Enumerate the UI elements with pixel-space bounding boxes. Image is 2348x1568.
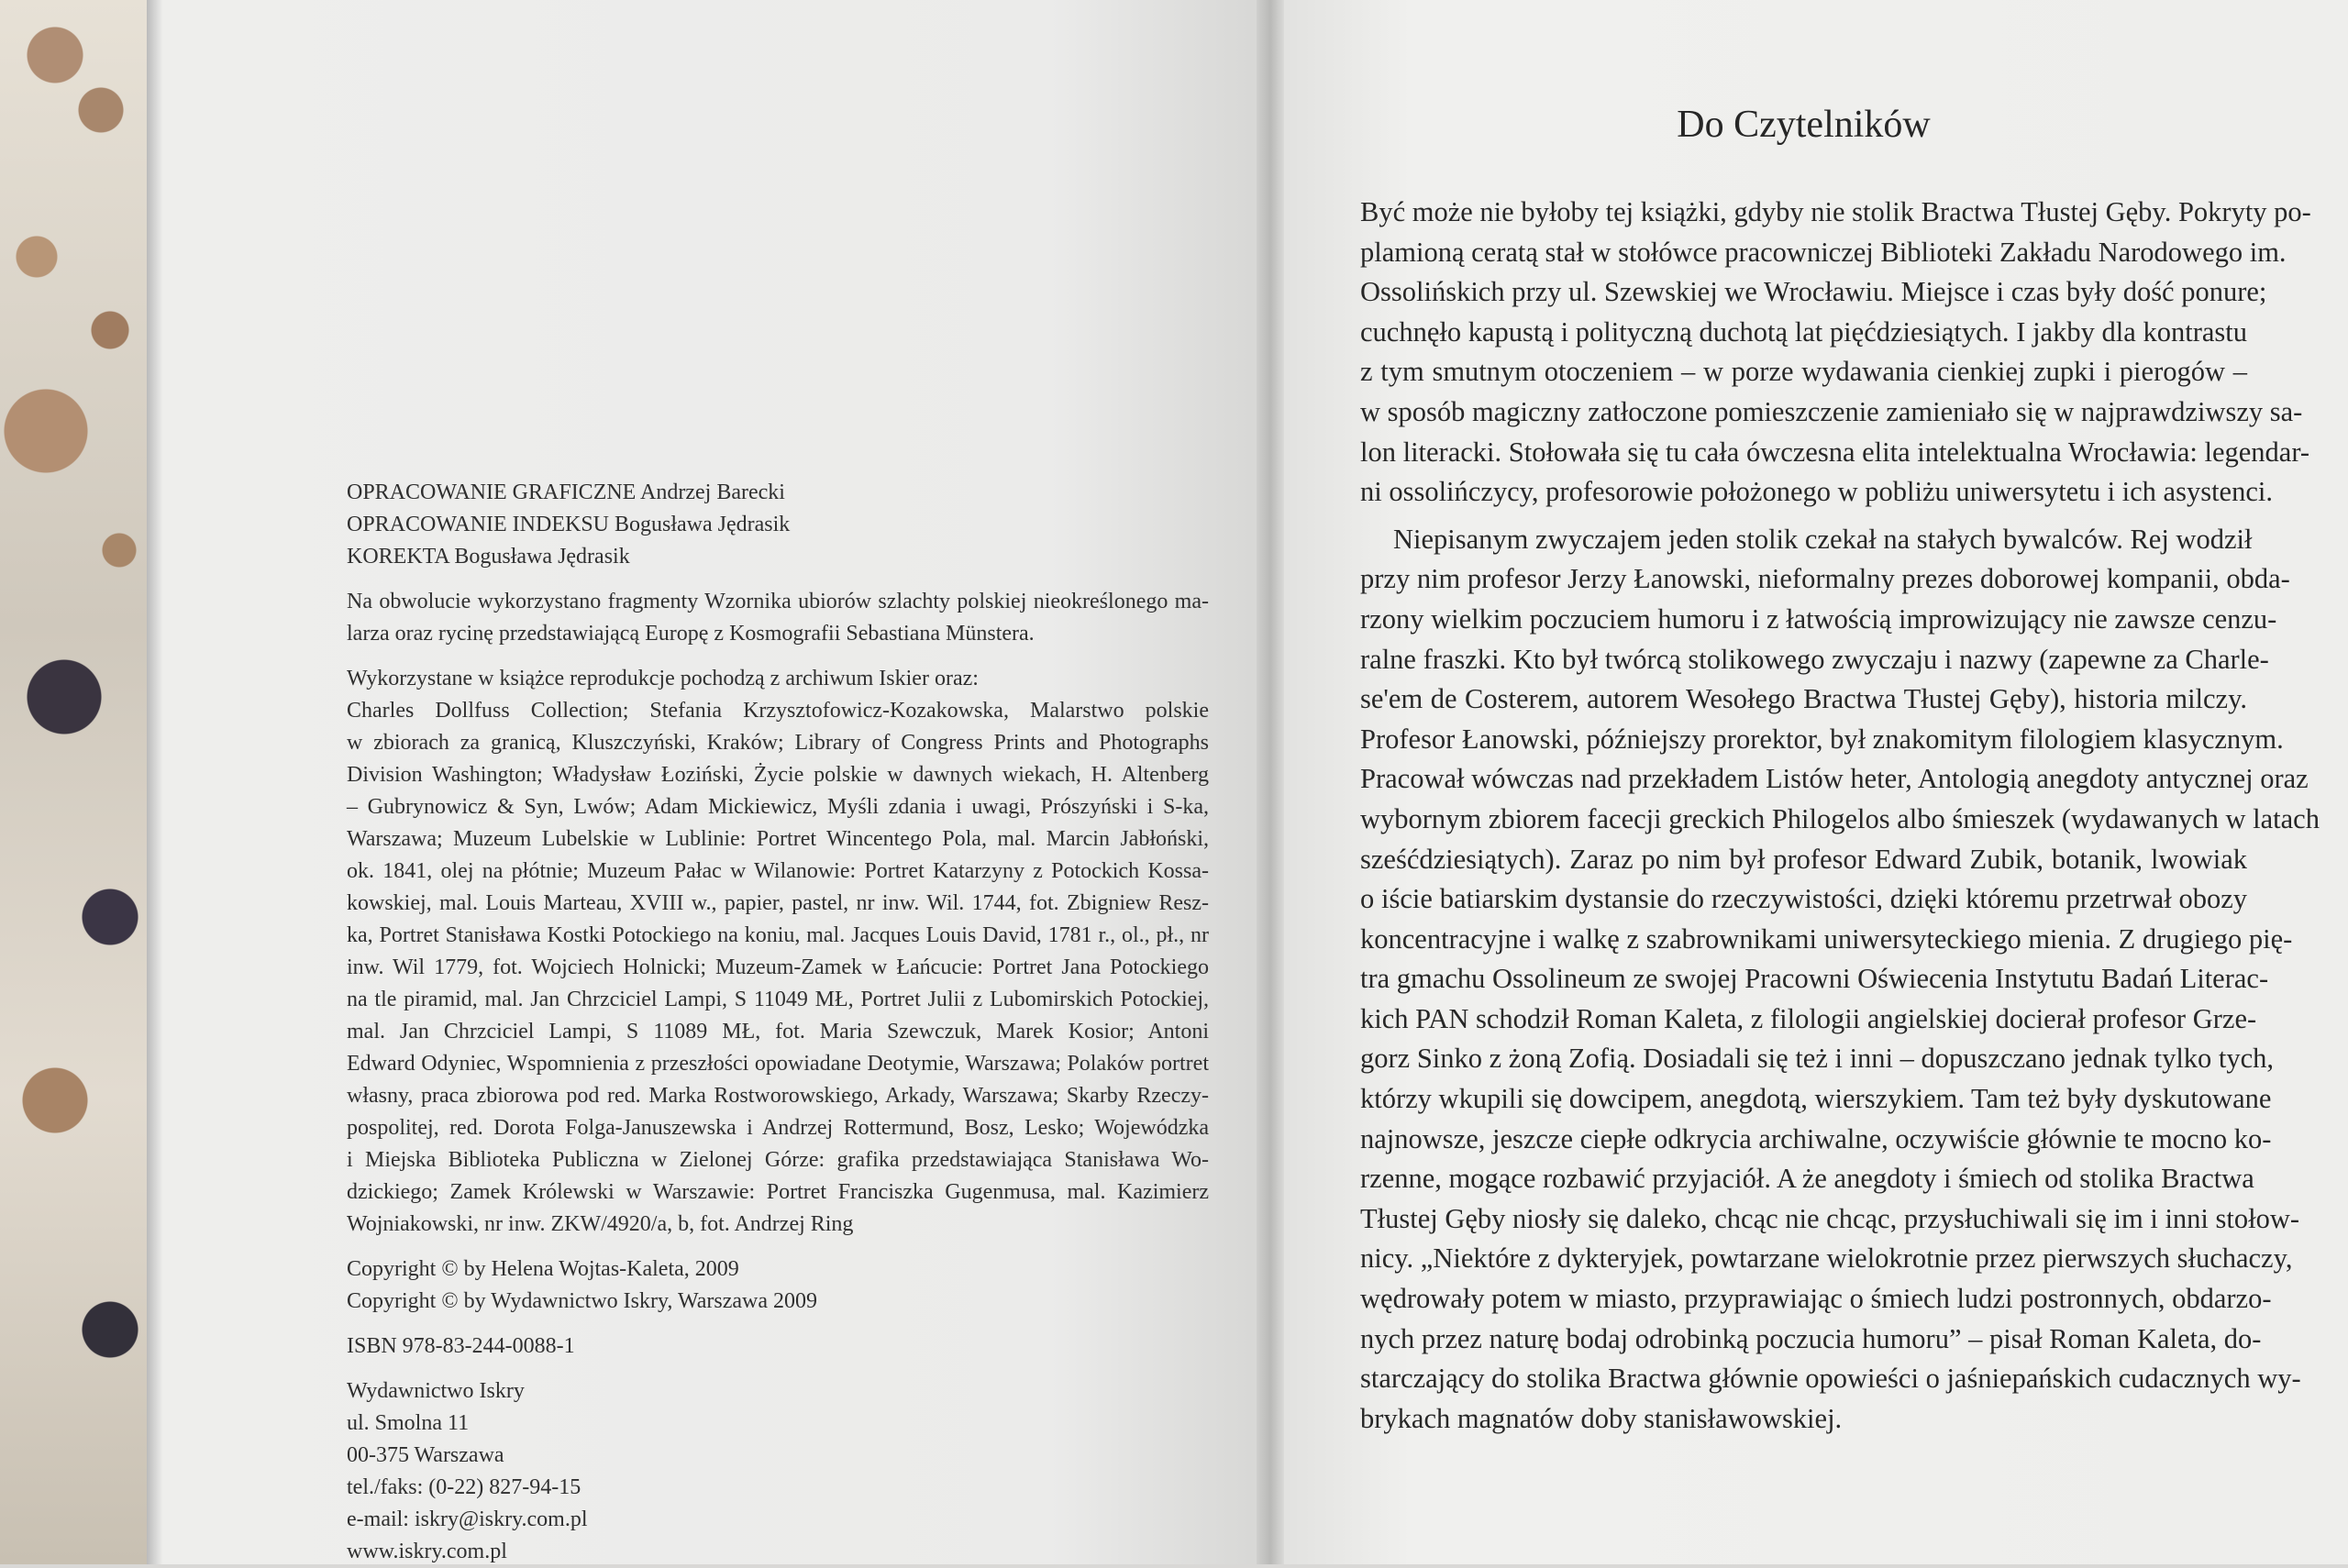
credit-line: OPRACOWANIE GRAFICZNE Andrzej Barecki xyxy=(347,480,785,504)
paragraph-line: brykach magnatów doby stanisławowskiej. xyxy=(1360,1402,1843,1434)
reproduction-credit-line: i Miejska Biblioteka Publiczna w Zielonej Górze: grafika przedstawiająca Stanisława Wo- xyxy=(347,1148,1209,1172)
publisher-line: ul. Smolna 11 xyxy=(347,1411,470,1435)
marbled-endpaper xyxy=(0,0,161,1564)
paragraph-line: nicy. „Niektóre z dykteryjek, powtarzane wielokrotnie przez pierwszych słuchaczy, xyxy=(1360,1242,2293,1275)
reproduction-credit-line: ka, Portret Stanisława Kostki Potockiego na koniu, mal. Jacques Louis David, 1781 r., ol., pł., nr xyxy=(347,923,1209,947)
publisher-line: 00-375 Warszawa xyxy=(347,1443,504,1467)
book-gutter xyxy=(1257,0,1284,1564)
paragraph-line: najnowsze, jeszcze ciepłe odkrycia archiwalne, oczywiście głównie te mocno ko- xyxy=(1360,1122,2272,1154)
paragraph-line: Niepisanym zwyczajem jeden stolik czekał na stałych bywalców. Rej wodził xyxy=(1393,523,2253,555)
cover-note-line: larza oraz rycinę przedstawiającą Europę z Kosmografii Sebastiana Münstera. xyxy=(347,622,1035,646)
paragraph-line: cuchnęło kapustą i polityczną duchotą lat pięćdziesiątych. I jakby dla kontrastu xyxy=(1360,315,2247,348)
paragraph-line: Ossolińskich przy ul. Szewskiej we Wrocławiu. Miejsce i czas były dość ponure; xyxy=(1360,276,2267,308)
paragraph-line: sześćdziesiątych). Zaraz po nim był profesor Edward Zubik, botanik, lwowiak xyxy=(1360,843,2247,875)
imprint-text xyxy=(347,477,1209,1568)
copyright-line: Copyright © by Wydawnictwo Iskry, Warszawa 2009 xyxy=(347,1289,817,1313)
paragraph-line: koncentracyjne i walkę z szabrownikami uniwersyteckiego mienia. Z drugiego pię- xyxy=(1360,922,2293,955)
reproduction-credit-line: Wykorzystane w książce reprodukcje pochodzą z archiwum Iskier oraz: xyxy=(347,667,979,690)
reproduction-credit-line: Warszawa; Muzeum Lubelskie w Lublinie: Portret Wincentego Pola, mal. Marcin Jabłoński, xyxy=(347,827,1209,851)
publisher-line: e-mail: iskry@iskry.com.pl xyxy=(347,1507,588,1531)
reproduction-credit-line: Division Washington; Władysław Łoziński, Życie polskie w dawnych wiekach, H. Altenberg xyxy=(347,763,1209,787)
paragraph-line: którzy wkupili się dowcipem, anegdotą, wierszykiem. Tam też były dyskutowane xyxy=(1360,1083,2272,1115)
publisher-line: Wydawnictwo Iskry xyxy=(347,1379,525,1403)
reproduction-credit-line: własny, praca zbiorowa pod red. Marka Rostworowskiego, Arkady, Warszawa; Skarby Rzeczy- xyxy=(347,1084,1209,1108)
chapter-body xyxy=(1360,193,2320,1439)
isbn: ISBN 978-83-244-0088-1 xyxy=(347,1334,575,1358)
paragraph-line: w sposób magiczny zatłoczone pomieszczenie zamieniało się w najprawdziwszy sa- xyxy=(1360,395,2303,427)
paragraph-line: wędrowały potem w miasto, przyprawiając o śmiech ludzi postronnych, obdarzo- xyxy=(1360,1283,2272,1315)
reproduction-credit-line: – Gubrynowicz & Syn, Lwów; Adam Mickiewicz, Myśli zdania i uwagi, Prószyński i S-ka, xyxy=(347,795,1209,819)
reproduction-credit-line: Edward Odyniec, Wspomnienia z przeszłości opowiadane Deotymie, Warszawa; Polaków portret xyxy=(347,1052,1209,1076)
paragraph-line: nych przez naturę bodaj odrobinką poczucia humoru” – pisał Roman Kaleta, do- xyxy=(1360,1322,2262,1354)
paragraph-line: o iście batiarskim dystansie do rzeczywistości, dzięki któremu przetrwał obozy xyxy=(1360,883,2247,915)
paragraph-line: ni ossolińczycy, profesorowie położonego w pobliżu uniwersytetu i ich asystenci. xyxy=(1360,476,2273,508)
paragraph-line: Pracował wówczas nad przekładem Listów heter, Antologią anegdoty antycznej oraz xyxy=(1360,763,2309,795)
credit-line: OPRACOWANIE INDEKSU Bogusława Jędrasik xyxy=(347,513,791,536)
paragraph-line: plamioną ceratą stał w stołówce pracowniczej Biblioteki Zakładu Narodowego im. xyxy=(1360,236,2287,268)
reproduction-credit-line: pospolitej, red. Dorota Folga-Januszewska i Andrzej Rottermund, Bosz, Lesko; Wojewódzka xyxy=(347,1116,1209,1140)
paragraph-line: kich PAN schodził Roman Kaleta, z filologii angielskiej docierał profesor Grze- xyxy=(1360,1002,2257,1034)
reproduction-credit-line: dzickiego; Zamek Królewski w Warszawie: Portret Franciszka Gugenmusa, mal. Kazimierz xyxy=(347,1180,1209,1204)
paragraph-line: wybornym zbiorem facecji greckich Philogelos albo śmieszek (wydawanych w latach xyxy=(1360,802,2320,834)
reproduction-credit-line: mal. Jan Chrzciciel Lampi, S 11089 MŁ, fot. Maria Szewczuk, Marek Kosior; Antoni xyxy=(347,1020,1209,1043)
paragraph-line: rzony wielkim poczuciem humoru i z łatwością improwizujący nie zawsze cenzu- xyxy=(1360,602,2277,635)
reproduction-credit-line: na tle piramid, mal. Jan Chrzciciel Lampi, S 11049 MŁ, Portret Julii z Lubomirskich Potockiej, xyxy=(347,988,1209,1011)
paragraph-line: przy nim profesor Jerzy Łanowski, nieformalny prezes doborowej kompanii, obda- xyxy=(1360,563,2290,595)
reproduction-credit-line: Charles Dollfuss Collection; Stefania Krzysztofowicz-Kozakowska, Malarstwo polskie xyxy=(347,699,1209,723)
reproduction-credit-line: kowskiej, mal. Louis Marteau, XVIII w., papier, pastel, nr inw. Wil. 1744, fot. Zbigniew Resz- xyxy=(347,891,1209,915)
paragraph-line: lon literacki. Stołowała się tu cała ówczesna elita intelektualna Wrocławia: legendar- xyxy=(1360,436,2310,468)
paragraph-line: z tym smutnym otoczeniem – w porze wydawania cienkiej zupki i pierogów – xyxy=(1360,356,2247,388)
reproduction-credit-line: ok. 1841, olej na płótnie; Muzeum Pałac w Wilanowie: Portret Katarzyny z Potockich Kossa- xyxy=(347,859,1209,883)
paragraph-line: se'em de Costerem, autorem Wesołego Bractwa Tłustej Gęby), historia milczy. xyxy=(1360,683,2247,715)
paragraph-line: ralne fraszki. Kto był twórcą stolikowego zwyczaju i nazwy (zapewne za Charle- xyxy=(1360,643,2269,675)
paragraph-line: starczający do stolika Bractwa głównie opowieści o jaśniepańskich cudacznych wy- xyxy=(1360,1363,2301,1395)
paragraph-line: Profesor Łanowski, późniejszy prorektor, był znakomitym filologiem klasycznym. xyxy=(1360,723,2284,755)
paragraph-line: rzenne, mogące rozbawić przyjaciół. A że anegdoty i śmiech od stolika Bractwa xyxy=(1360,1163,2254,1195)
paragraph-line: tra gmachu Ossolineum ze swojej Pracowni Oświecenia Instytutu Badań Literac- xyxy=(1360,963,2269,995)
copyright-line: Copyright © by Helena Wojtas-Kaleta, 2009 xyxy=(347,1257,739,1281)
publisher-line: tel./faks: (0-22) 827-94-15 xyxy=(347,1475,581,1499)
cover-note-line: Na obwolucie wykorzystano fragmenty Wzornika ubiorów szlachty polskiej nieokreślonego ma- xyxy=(347,590,1209,613)
chapter-title: Do Czytelników xyxy=(1677,104,1931,146)
reproduction-credit-line: w zbiorach za granicą, Kluszczyński, Kraków; Library of Congress Prints and Photographs xyxy=(347,731,1209,755)
paragraph-line: Być może nie byłoby tej książki, gdyby nie stolik Bractwa Tłustej Gęby. Pokryty po- xyxy=(1360,196,2311,227)
reproduction-credit-line: Wojniakowski, nr inw. ZKW/4920/a, b, fot. Andrzej Ring xyxy=(347,1212,854,1236)
credit-line: KOREKTA Bogusława Jędrasik xyxy=(347,545,630,569)
publisher-line: www.iskry.com.pl xyxy=(347,1540,507,1563)
book-edge xyxy=(147,0,163,1564)
paragraph-line: Tłustej Gęby niosły się daleko, chcąc nie chcąc, przysłuchiwali się im i inni stołow- xyxy=(1360,1202,2300,1234)
paragraph-line: gorz Sinko z żoną Zofią. Dosiadali się też i inni – dopuszczano jednak tylko tych, xyxy=(1360,1043,2275,1075)
reproduction-credit-line: inw. Wil 1779, fot. Wojciech Holnicki; Muzeum-Zamek w Łańcucie: Portret Jana Potockiego xyxy=(347,955,1209,979)
